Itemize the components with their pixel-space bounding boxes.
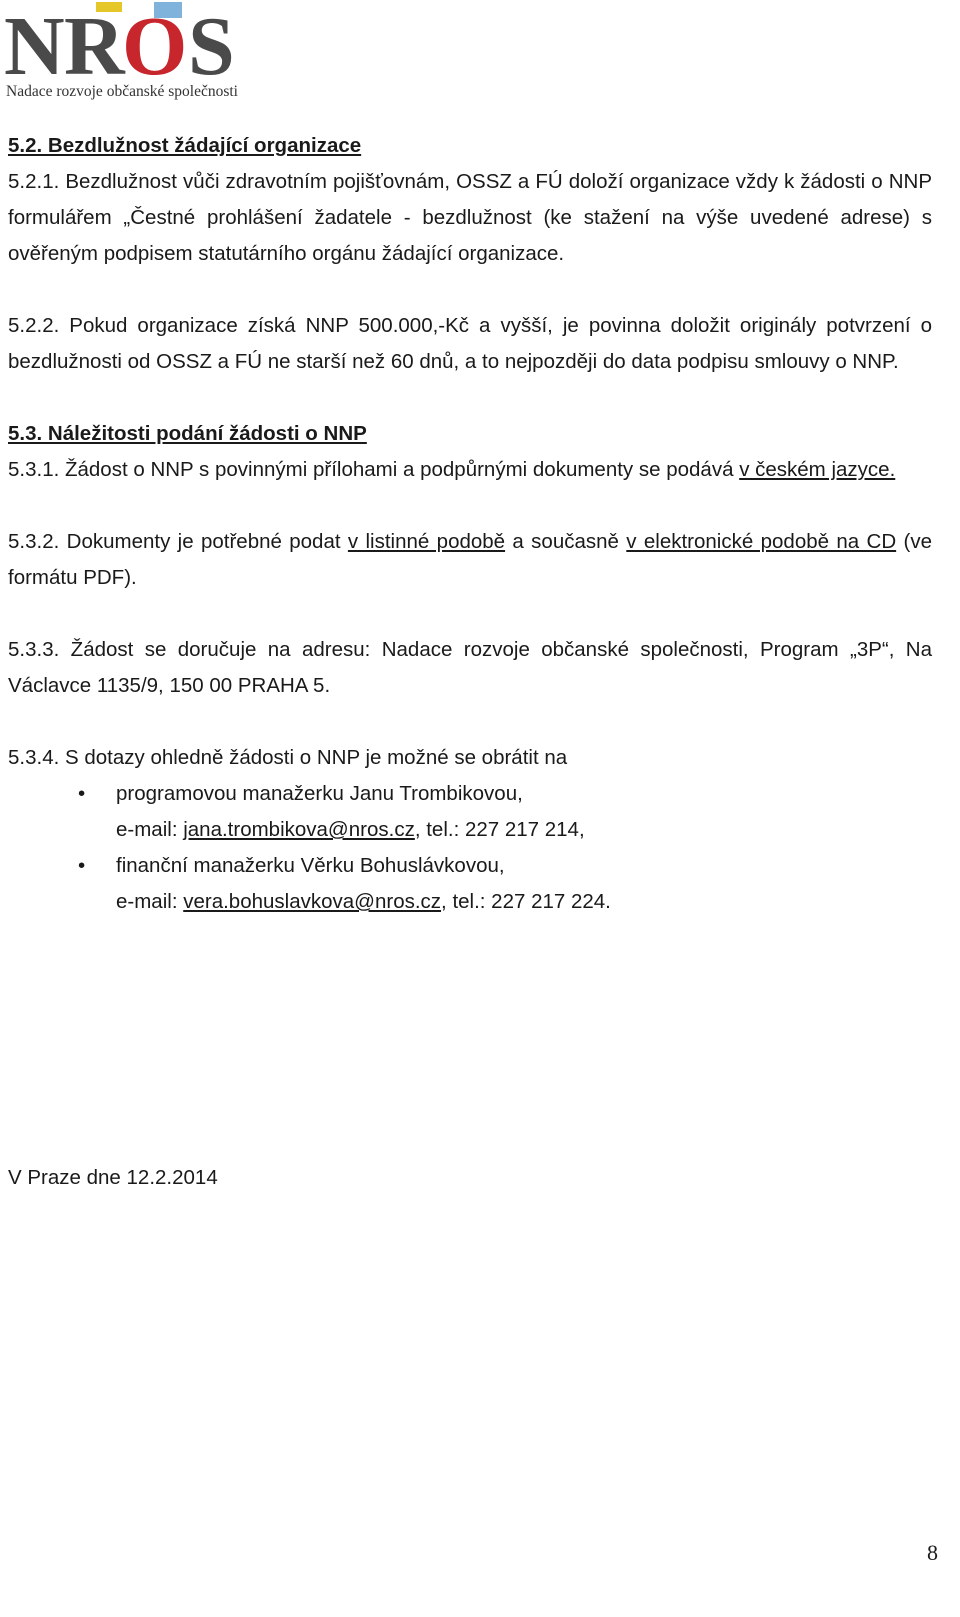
email-link[interactable]: jana.trombikova@nros.cz: [183, 818, 415, 841]
contact-list: [8, 776, 932, 920]
nros-logo-graphic: [4, 0, 254, 102]
section-5-3-heading: 5.3. Náležitosti podání žádosti o NNP: [8, 422, 367, 445]
email-link[interactable]: vera.bohuslavkova@nros.cz: [183, 890, 442, 913]
logo-letter-s: S: [188, 0, 235, 93]
contact-details: [8, 884, 932, 920]
contact-details: [8, 812, 932, 848]
phone-text: , tel.: 227 217 214,: [414, 818, 585, 841]
phone-text: , tel.: 227 217 224.: [441, 890, 611, 913]
bullet-icon: •: [78, 782, 86, 805]
paper-form-emphasis: v listinné podobě: [347, 530, 506, 553]
nros-logo: [4, 0, 254, 102]
email-label: e-mail:: [116, 890, 184, 913]
paragraph-5-3-2-text-a: 5.3.2. Dokumenty je potřebné podat: [8, 530, 348, 553]
logo-subtitle: Nadace rozvoje občanské společnosti: [6, 83, 238, 100]
paragraph-5-3-1: [8, 452, 932, 488]
paragraph-5-3-1-text: 5.3.1. Žádost o NNP s povinnými přílohami a podpůrnými dokumenty se podává: [8, 458, 740, 481]
paragraph-5-2-2: 5.2.2. Pokud organizace získá NNP 500.000,-Kč a vyšší, je povinna doložit originály potvrzení o bezdlužnosti od OSSZ a FÚ ne starší než 60 dnů, a to nejpozději do data podpisu smlouvy o NNP.: [8, 314, 932, 373]
paragraph-5-3-2: [8, 524, 932, 596]
bullet-icon: •: [78, 854, 86, 877]
contact-name: finanční manažerku Věrku Bohuslávkovou,: [116, 854, 505, 877]
logo-letter-r: R: [64, 0, 125, 93]
page-number: 8: [927, 1540, 938, 1565]
logo-letter-o: O: [122, 0, 188, 93]
paragraph-5-3-4: 5.3.4. S dotazy ohledně žádosti o NNP je možné se obrátit na: [8, 746, 568, 769]
email-label: e-mail:: [116, 818, 184, 841]
document-date: V Praze dne 12.2.2014: [8, 1166, 218, 1189]
czech-language-emphasis: v českém jazyce.: [739, 458, 896, 481]
document-body: [8, 128, 932, 920]
contact-item: [8, 776, 932, 812]
paragraph-5-3-2-text-c: (ve formátu PDF).: [8, 530, 932, 589]
paragraph-5-3-3: 5.3.3. Žádost se doručuje na adresu: Nadace rozvoje občanské společnosti, Program „3P“, Na Václavce 1135/9, 150 00 PRAHA 5.: [8, 638, 932, 697]
paragraph-5-3-2-text-b: a současně: [505, 530, 627, 553]
electronic-form-emphasis: v elektronické podobě na CD: [626, 530, 897, 553]
contact-item: [8, 848, 932, 884]
contact-name: programovou manažerku Janu Trombikovou,: [116, 782, 523, 805]
paragraph-5-2-1: 5.2.1. Bezdlužnost vůči zdravotním pojišťovnám, OSSZ a FÚ doloží organizace vždy k žádosti o NNP formulářem „Čestné prohlášení žadatele - bezdlužnost (ke stažení na výše uvedené adrese) s ověřeným podpisem statutárního orgánu žádající organizace.: [8, 170, 932, 265]
section-5-2-heading: 5.2. Bezdlužnost žádající organizace: [8, 134, 362, 157]
logo-letter-n: N: [4, 0, 65, 93]
